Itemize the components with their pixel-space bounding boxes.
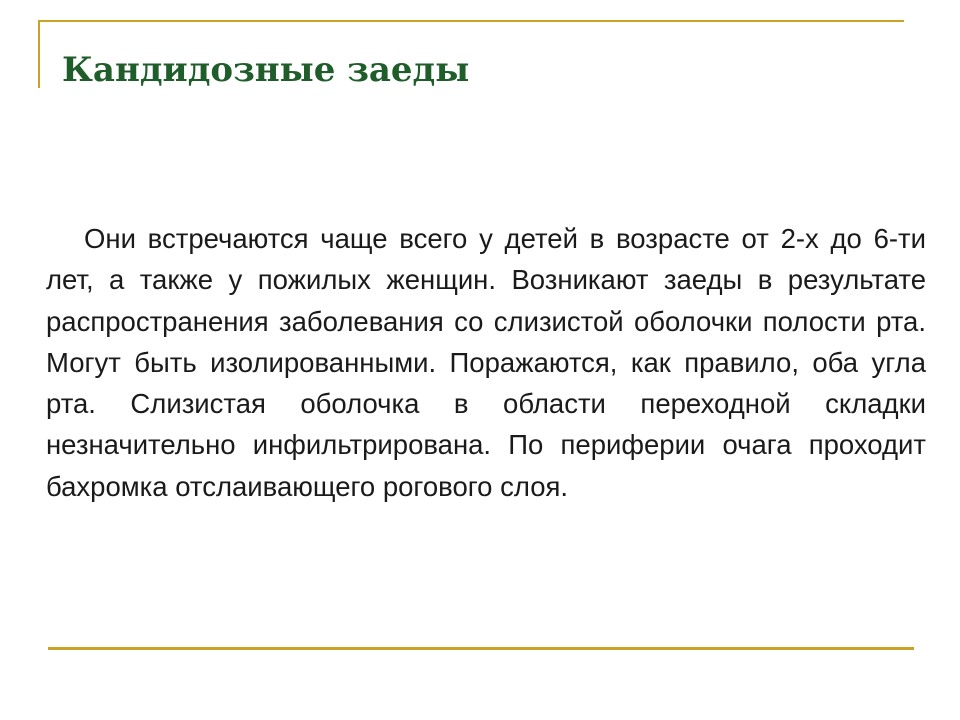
top-accent-rule <box>38 20 904 22</box>
slide-title: Кандидозные заеды <box>62 50 470 90</box>
slide-body-text: Они встречаются чаще всего у детей в возрасте от 2-х до 6-ти лет, а также у пожилых женщин. Возникают заеды в результате распространения заболевания со слизистой оболочки полости рта. Могут быть изолированными. Поражаются, как правило, оба угла рта. Слизистая оболочка в области переходной складки незначительно инфильтрирована. По периферии очага проходит бахромка отслаивающего рогового слоя. <box>46 223 926 502</box>
bottom-accent-rule <box>48 647 914 650</box>
left-accent-rule <box>38 20 40 88</box>
